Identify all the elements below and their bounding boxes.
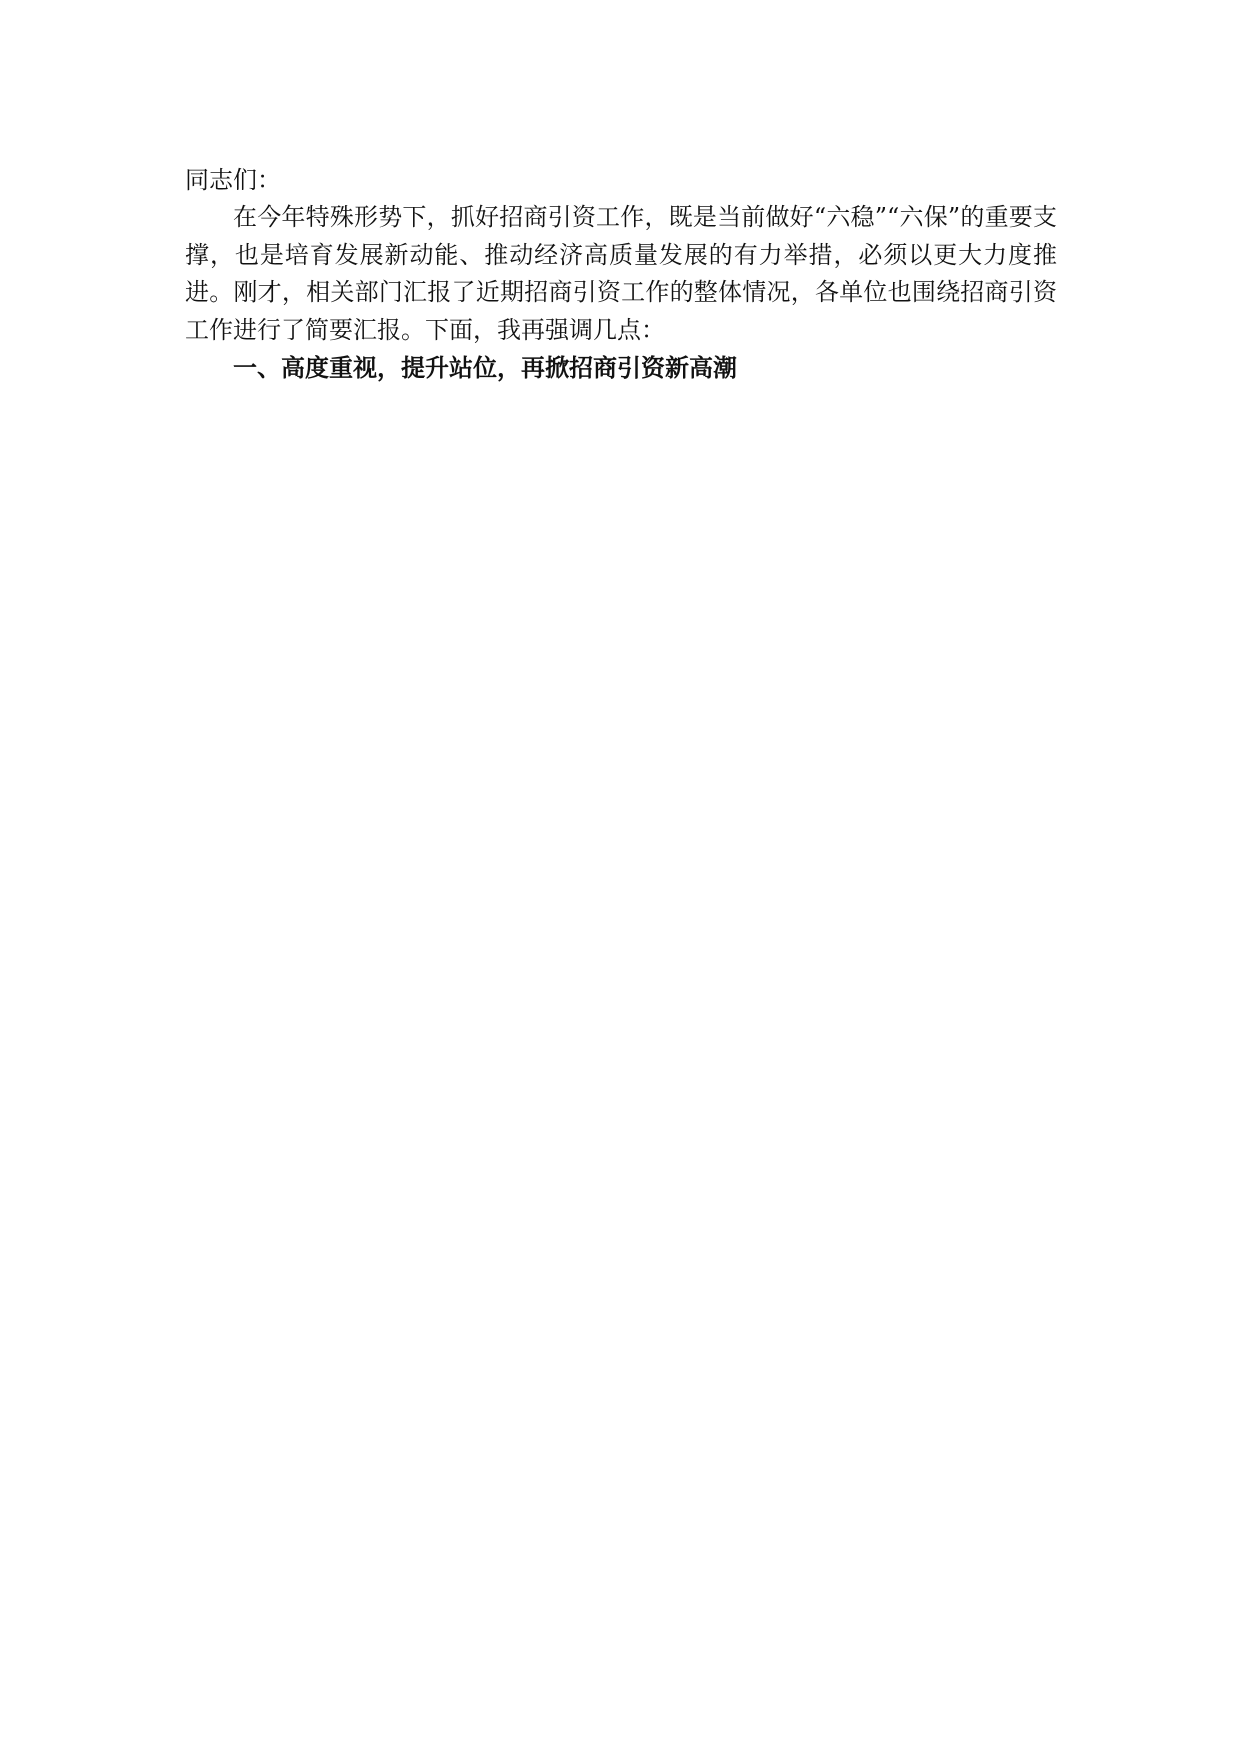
document-body	[185, 162, 1057, 386]
salutation: 同志们：	[185, 166, 281, 194]
section-1-heading: 一、高度重视，提升站位，再掀招商引资新高潮	[233, 353, 737, 383]
intro-paragraph: 在今年特殊形势下，抓好招商引资工作，既是当前做好“六稳”“六保”的重要支撑，也是培育发展新动能、推动经济高质量发展的有力举措，必须以更大力度推进。刚才，相关部门汇报了近期招商引资工作的整体情况，各单位也围绕招商引资工作进行了简要汇报。下面，我再强调几点：	[185, 203, 1057, 344]
